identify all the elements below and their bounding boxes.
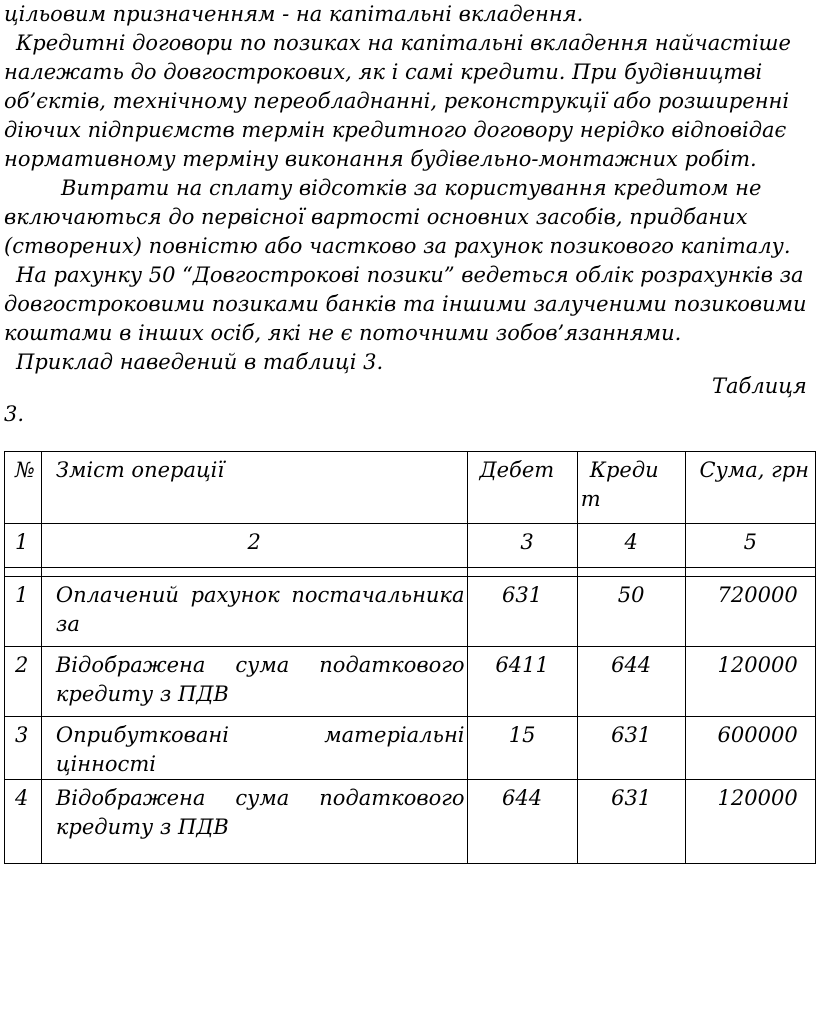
text-line: Приклад наведений в таблиці 3. [16,350,384,374]
row-content-cell [41,780,467,864]
row-content: Відображена сума податкового кредиту з ПДВ [55,653,465,706]
row-amount: 600000 [717,723,798,747]
row-credit-cell [577,780,685,864]
row-debit: 6411 [495,653,549,677]
text-line: На рахунку 50 “Довгострокові позики” ведеться облік розрахунків за [16,263,804,287]
row-num-cell [5,577,42,647]
row-num: 2 [15,653,29,677]
header-num-cell [5,452,42,524]
row-content-cell [41,647,467,717]
row-debit-cell [467,647,577,717]
row-amount-cell [685,647,815,717]
row-num-cell [5,717,42,780]
colnum-cell [577,524,685,568]
column-number-row [5,524,816,568]
row-num: 3 [15,723,29,747]
table-header-row [5,452,816,524]
text-line: належать до довгострокових, як і самі кредити. При будівництві [4,60,763,84]
gap-cell [41,568,467,577]
row-amount-cell [685,577,815,647]
row-amount-cell [685,780,815,864]
header-credit-part1: Креди [589,458,659,482]
row-amount: 120000 [717,786,798,810]
header-content: Зміст операції [55,458,225,482]
text-line: цільовим призначенням - на капітальні вкладення. [4,2,584,26]
colnum-cell [41,524,467,568]
colnum-cell [5,524,42,568]
header-content-cell [41,452,467,524]
row-credit: 644 [611,653,652,677]
row-credit-cell [577,647,685,717]
column-number: 1 [15,530,29,554]
header-debit: Дебет [479,458,555,482]
text-line: об’єктів, технічному переобладнанні, реконструкції або розширенні [4,89,790,113]
row-num: 1 [15,583,29,607]
colnum-cell [685,524,815,568]
row-amount-cell [685,717,815,780]
row-debit: 644 [502,786,543,810]
text-line: довгостроковими позиками банків та іншими залученими позиковими [4,292,807,316]
row-credit: 631 [611,723,652,747]
text-line: Кредитні договори по позиках на капітальні вкладення найчастіше [16,31,791,55]
gap-cell [577,568,685,577]
column-number: 3 [520,530,534,554]
row-content-cell [41,577,467,647]
row-amount: 720000 [717,583,798,607]
row-credit: 50 [617,583,645,607]
text-line: діючих підприємств термін кредитного договору нерідко відповідає [4,118,787,142]
row-debit-cell [467,717,577,780]
operations-table [4,451,816,864]
row-debit-cell [467,577,577,647]
gap-cell [685,568,815,577]
row-num-cell [5,647,42,717]
row-amount: 120000 [717,653,798,677]
row-content: Оприбутковані матеріальні цінності [55,723,465,776]
text-line: Витрати на сплату відсотків за користування кредитом не [61,176,762,200]
header-amount: Сума, грн [699,458,809,482]
table-row [5,780,816,864]
row-credit-cell [577,717,685,780]
text-line: нормативному терміну виконання будівельно-монтажних робіт. [4,147,757,171]
text-line: включаються до первісної вартості основних засобів, придбаних [4,205,748,229]
gap-cell [5,568,42,577]
row-num: 4 [15,786,29,810]
table-gap-row [5,568,816,577]
table-caption-number: 3. [4,402,25,426]
colnum-cell [467,524,577,568]
header-credit-cell [577,452,685,524]
header-debit-cell [467,452,577,524]
row-credit: 631 [611,786,652,810]
row-content: Відображена сума податкового кредиту з ПДВ [55,786,465,839]
row-credit-cell [577,577,685,647]
text-line: коштами в інших осіб, які не є поточними зобов’язаннями. [4,321,682,345]
row-content-cell [41,717,467,780]
table-row [5,647,816,717]
row-num-cell [5,780,42,864]
row-debit-cell [467,780,577,864]
gap-cell [467,568,577,577]
column-number: 4 [624,530,638,554]
row-debit: 631 [502,583,543,607]
column-number: 2 [247,530,261,554]
header-credit-part2: т [580,487,601,511]
column-number: 5 [743,530,757,554]
row-content: Оплачений рахунок постачальника за [55,583,465,636]
header-num: № [15,458,35,482]
header-amount-cell [685,452,815,524]
table-row [5,717,816,780]
table-row [5,577,816,647]
row-debit: 15 [508,723,536,747]
table-caption-label: Таблиця [712,374,807,398]
text-line: (створених) повністю або частково за рахунок позикового капіталу. [4,234,791,258]
